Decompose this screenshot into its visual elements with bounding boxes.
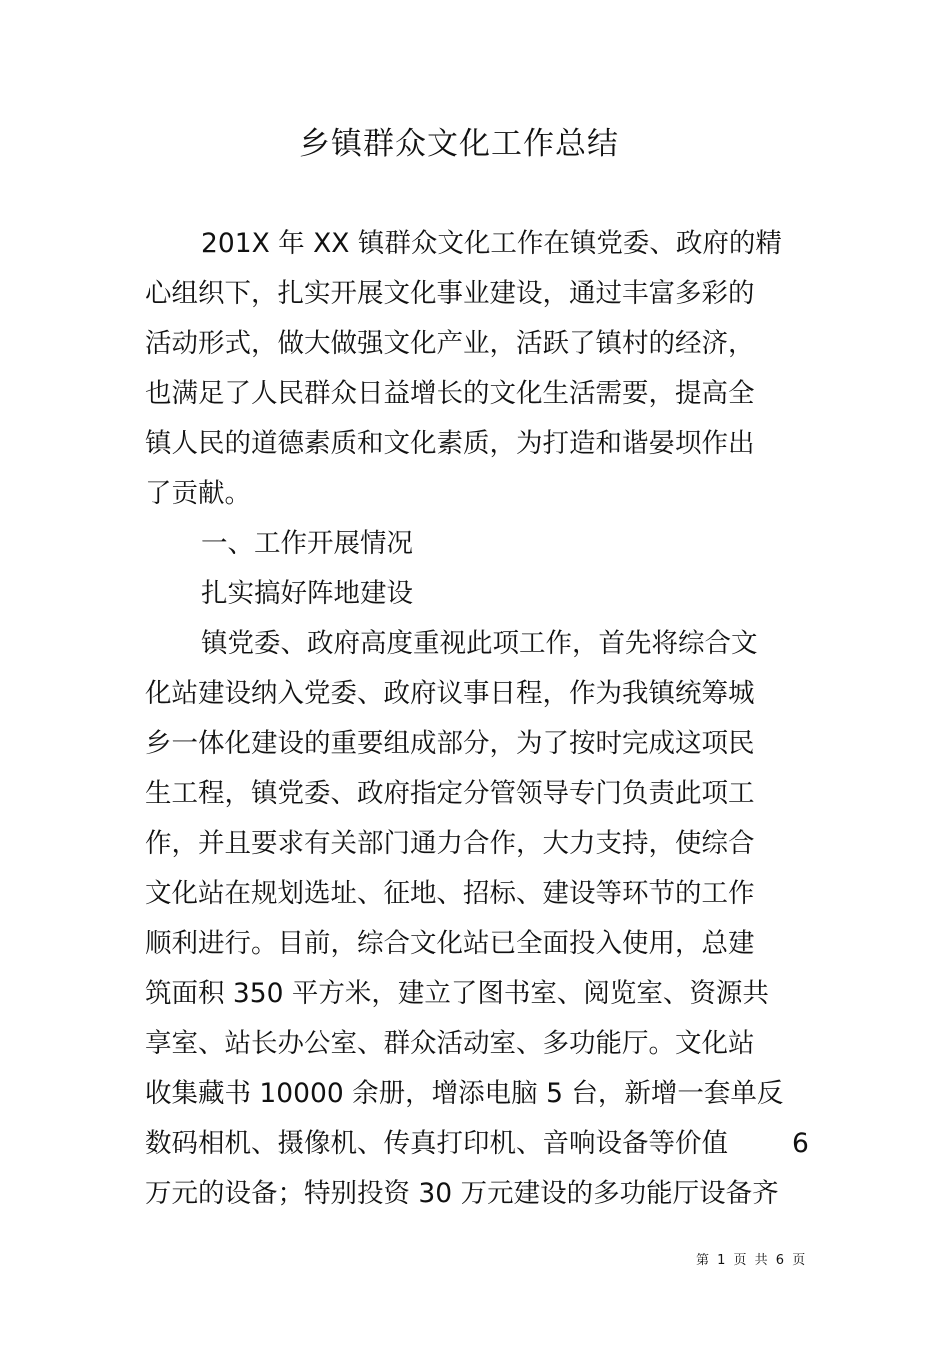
paragraph-line: 乡一体化建设的重要组成部分，为了按时完成这项民 [145, 728, 755, 759]
paragraph-line: 201X 年 XX 镇群众文化工作在镇党委、政府的精 [201, 228, 782, 259]
document-title: 乡镇群众文化工作总结 [299, 126, 619, 162]
paragraph-line: 也满足了人民群众日益增长的文化生活需要，提高全 [145, 378, 755, 409]
paragraph-line: 筑面积 350 平方米，建立了图书室、阅览室、资源共 [145, 978, 769, 1009]
paragraph-line: 生工程，镇党委、政府指定分管领导专门负责此项工 [145, 778, 755, 809]
value-number: 6 [792, 1128, 809, 1159]
paragraph-line: 顺利进行。目前，综合文化站已全面投入使用，总建 [145, 928, 755, 959]
paragraph-line: 镇人民的道德素质和文化素质，为打造和谐晏坝作出 [145, 428, 755, 459]
paragraph-line: 心组织下，扎实开展文化事业建设，通过丰富多彩的 [145, 278, 755, 309]
paragraph-line: 收集藏书 10000 余册，增添电脑 5 台，新增一套单反 [145, 1078, 784, 1109]
paragraph-line: 化站建设纳入党委、政府议事日程，作为我镇统筹城 [145, 678, 755, 709]
paragraph-line: 镇党委、政府高度重视此项工作，首先将综合文 [201, 628, 758, 659]
paragraph-line: 活动形式，做大做强文化产业，活跃了镇村的经济， [145, 328, 755, 359]
page-number-footer: 第 1 页 共 6 页 [696, 1253, 808, 1268]
subsection-heading: 扎实搞好阵地建设 [201, 578, 413, 609]
paragraph-line: 文化站在规划选址、征地、招标、建设等环节的工作 [145, 878, 755, 909]
paragraph-line: 万元的设备；特别投资 30 万元建设的多功能厅设备齐 [145, 1178, 779, 1209]
paragraph-line: 作，并且要求有关部门通力合作，大力支持，使综合 [145, 828, 755, 859]
paragraph-line-text: 数码相机、摄像机、传真打印机、音响设备等价值 [145, 1128, 728, 1159]
paragraph-line: 了贡献。 [145, 478, 251, 509]
paragraph-line-with-number [145, 1119, 820, 1169]
document-body [145, 219, 820, 1219]
paragraph-line: 享室、站长办公室、群众活动室、多功能厅。文化站 [145, 1028, 755, 1059]
section-heading: 一、工作开展情况 [201, 528, 413, 559]
